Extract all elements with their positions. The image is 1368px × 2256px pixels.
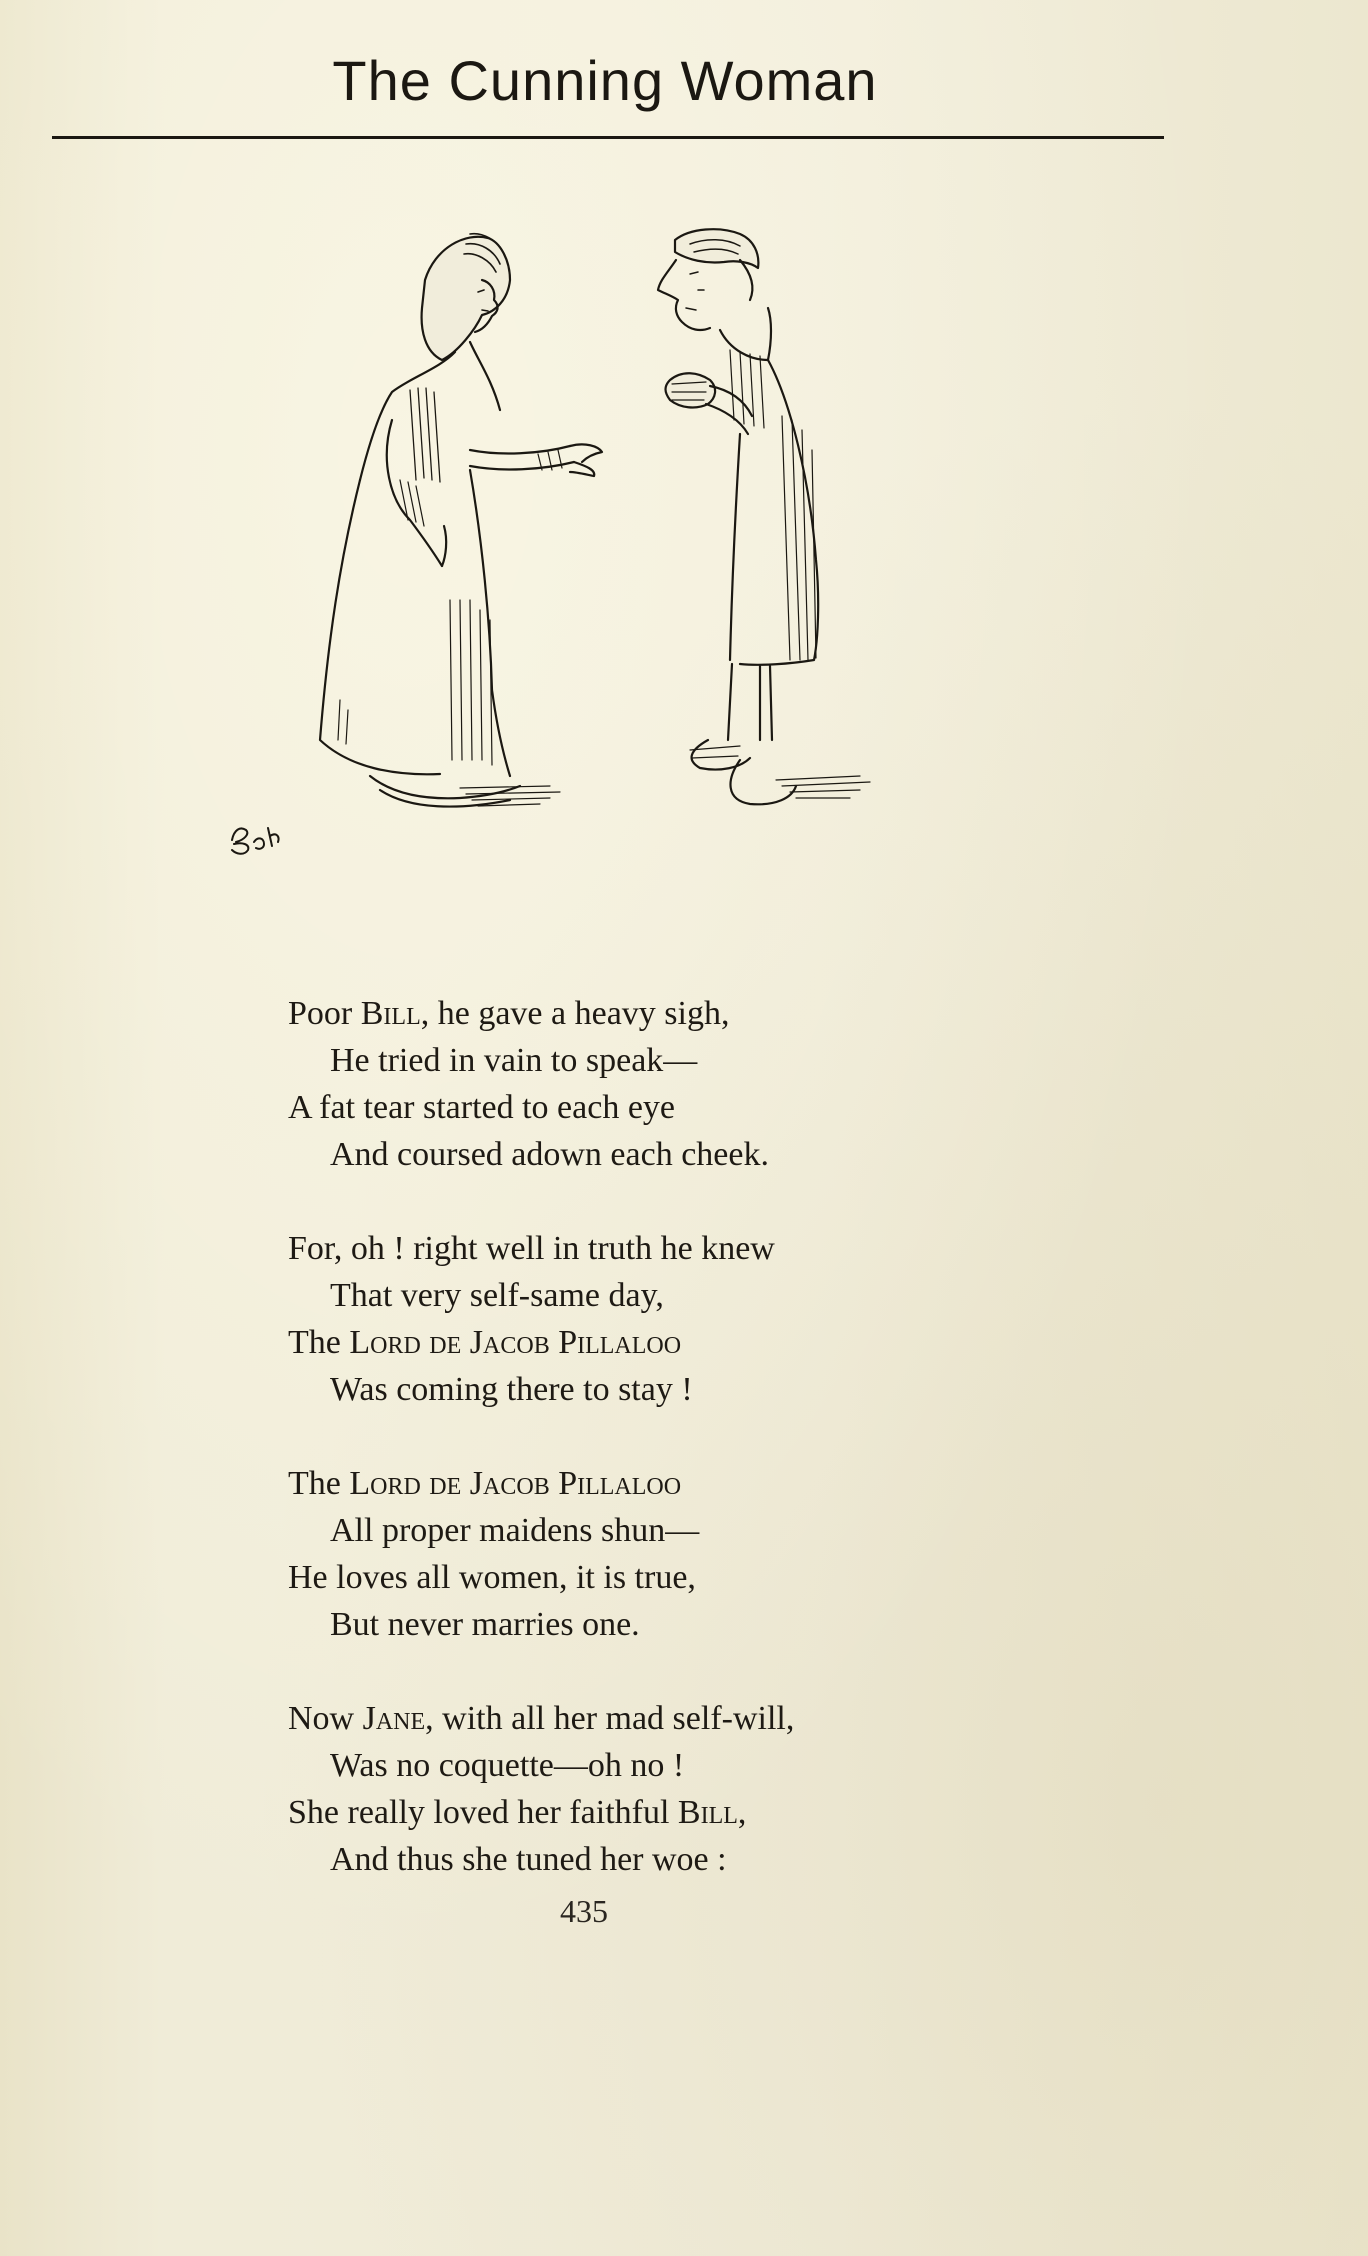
poem-line: He loves all women, it is true, (288, 1559, 696, 1596)
line-text: She really loved her faithful (288, 1794, 678, 1831)
name-bill: Bill (360, 995, 421, 1032)
poem-line: And thus she tuned her woe : (330, 1841, 727, 1878)
line-text: , he gave a heavy sigh, (420, 995, 730, 1032)
poem-line (288, 1460, 1108, 1507)
stanza (288, 1695, 1108, 1883)
poem-line: All proper maidens shun— (330, 1512, 700, 1549)
line-text: The (288, 1324, 350, 1361)
poem-line (288, 1789, 1108, 1836)
poem-line: And coursed adown each cheek. (330, 1136, 769, 1173)
poem-line: He tried in vain to speak— (330, 1042, 698, 1079)
line-text: Poor (288, 995, 361, 1032)
poem (288, 990, 1108, 1930)
man-figure (658, 229, 870, 804)
stanza (288, 1225, 1108, 1413)
line-text: , with all her mad self-will, (425, 1700, 795, 1737)
name-lord-pillaloo: Lord de Jacob Pillaloo (349, 1465, 682, 1502)
page-title: The Cunning Woman (332, 49, 878, 112)
poem-line: For, oh ! right well in truth he knew (288, 1230, 775, 1267)
poem-line (288, 1319, 1108, 1366)
stanza (288, 990, 1108, 1178)
name-bill: Bill (677, 1794, 738, 1831)
poem-line: A fat tear started to each eye (288, 1089, 676, 1126)
poem-line (288, 990, 1108, 1037)
name-jane: Jane (362, 1700, 426, 1737)
poem-line: That very self-same day, (330, 1277, 664, 1314)
woman-figure (232, 234, 602, 854)
illustration-jane-and-bill (220, 220, 960, 890)
name-lord-pillaloo: Lord de Jacob Pillaloo (349, 1324, 682, 1361)
poem-line: Was coming there to stay ! (330, 1371, 693, 1408)
poem-line (288, 1695, 1108, 1742)
header-rule (52, 136, 1164, 139)
line-text: , (737, 1794, 747, 1831)
stanza (288, 1460, 1108, 1648)
poem-line: But never marries one. (330, 1606, 640, 1643)
poem-line: Was no coquette—oh no ! (330, 1747, 685, 1784)
line-text: Now (288, 1700, 363, 1737)
page-number: 435 (560, 1893, 608, 1929)
line-text: The (288, 1465, 350, 1502)
